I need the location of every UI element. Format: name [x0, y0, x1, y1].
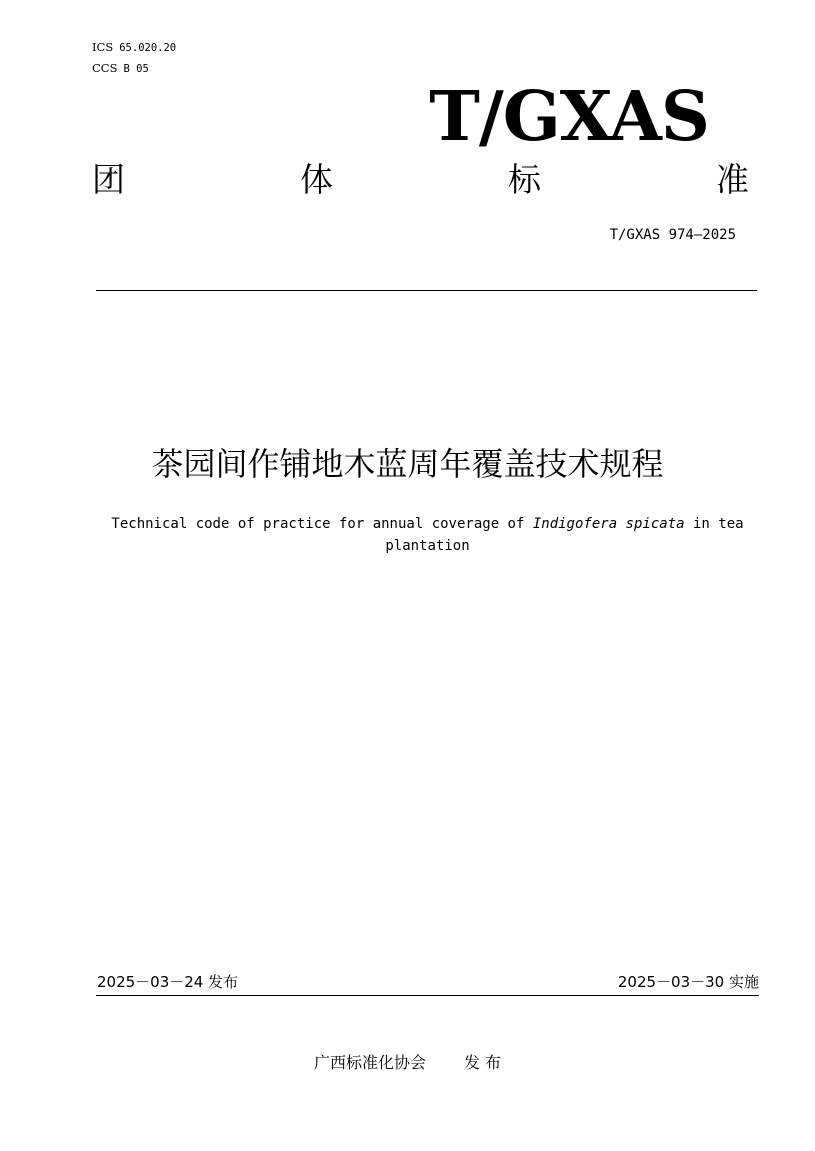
standard-number: T/GXAS 974—2025: [609, 227, 736, 243]
implementation-date: 2025－03－30 实施: [617, 973, 759, 991]
standard-type-char: 体: [300, 160, 333, 199]
standard-type-char: 团: [92, 160, 125, 199]
standard-type-char: 标: [508, 160, 541, 199]
standard-type-char: 准: [716, 160, 749, 199]
ics-line: [92, 40, 176, 55]
standard-brand-mark: T/GXAS: [429, 77, 709, 157]
ics-label: ICS: [92, 40, 114, 54]
publisher-line: [0, 1052, 815, 1074]
publisher-name: 广西标准化协会: [313, 1053, 426, 1072]
title-en-species: Indigofera spicata: [532, 516, 685, 532]
ccs-line: [92, 61, 149, 76]
header-divider: [96, 290, 757, 291]
title-en-text: in tea plantation: [385, 516, 744, 554]
issue-date: 2025－03－24 发布: [97, 973, 239, 991]
document-title-en: [90, 513, 765, 557]
ics-code: 65.020.20: [119, 42, 177, 54]
document-title-cn: 茶园间作铺地木蓝周年覆盖技术规程: [151, 445, 664, 483]
title-en-text: Technical code of practice for annual coverage of: [111, 516, 533, 532]
ccs-code: B 05: [123, 63, 149, 75]
footer-divider: [96, 995, 759, 996]
ccs-label: CCS: [92, 61, 118, 75]
publish-action: 发 布: [463, 1053, 502, 1072]
standard-type: [92, 158, 752, 202]
